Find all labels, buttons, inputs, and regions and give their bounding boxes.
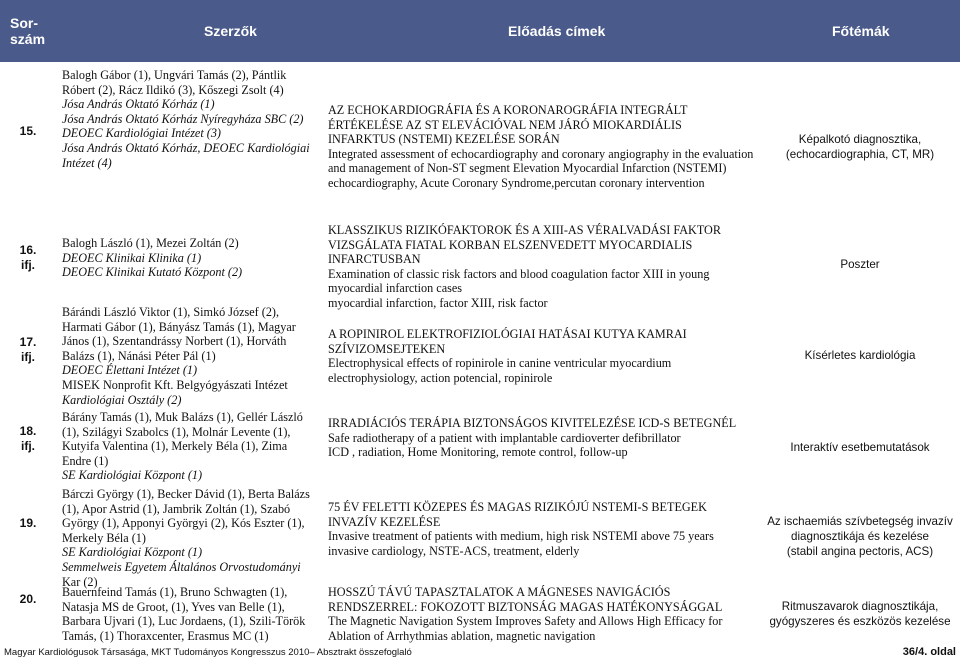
title-line: IRRADIÁCIÓS TERÁPIA BIZTONSÁGOS KIVITELEZÉSE ICD-S BETEGNÉL	[328, 416, 737, 430]
row-authors	[62, 585, 328, 643]
page-footer	[0, 646, 960, 659]
affiliation-line: Kar (2)	[62, 574, 98, 589]
author-line: János (1), Szentandrássy Norbert (1), Horváth	[62, 334, 287, 349]
title-line: echocardiography, Acute Coronary Syndrome,percutan coronary intervention	[328, 175, 705, 190]
row-number: 19.	[19, 516, 37, 530]
author-line: Balogh László (1), Mezei Zoltán (2)	[62, 236, 239, 250]
title-line: Ablation of Arrhythmias ablation, magnetic navigation	[328, 628, 596, 643]
row-authors	[62, 487, 320, 589]
title-line: 75 ÉV FELETTI KÖZEPES ÉS MAGAS RIZIKÓJÚ NSTEMI-S BETEGEK	[328, 500, 707, 514]
author-line: Bárány Tamás (1), Muk Balázs (1), Gellér László	[62, 410, 303, 424]
row-topic	[764, 132, 956, 162]
title-line: INFARCTUSBAN	[328, 252, 421, 267]
affiliation-line: Jósa András Oktató Kórház (1)	[62, 97, 215, 112]
author-line: (1), Apor Astrid (1), Jambrik Zoltán (1), Szabó	[62, 501, 291, 516]
title-line: electrophysiology, action potencial, ropinirole	[328, 370, 553, 385]
title-line: SZÍVIZOMSEJTEKEN	[328, 341, 446, 356]
affiliation-line: Semmelweis Egyetem Általános Orvostudományi	[62, 559, 301, 574]
row-number: 15.	[19, 124, 37, 138]
row-title	[328, 585, 758, 643]
affiliation-line: SE Kardiológiai Központ (1)	[62, 468, 203, 483]
topic-line: gyógyszeres és eszközös kezelése	[769, 615, 951, 628]
topic-line: diagnosztikája és kezelése	[791, 530, 929, 543]
topic-line: Poszter	[840, 258, 880, 271]
title-line: A ROPINIROL ELEKTROFIZIOLÓGIAI HATÁSAI KUTYA KAMRAI	[328, 327, 687, 341]
row-title	[328, 223, 758, 311]
row-title	[328, 416, 758, 460]
author-line: Bauernfeind Tamás (1), Bruno Schwagten (1),	[62, 585, 288, 599]
row-authors	[62, 305, 320, 407]
title-line: INVAZÍV KEZELÉSE	[328, 514, 441, 529]
author-line: (1), Szilágyi Szabolcs (1), Molnár Levente (1),	[62, 424, 291, 439]
title-line: ICD , radiation, Home Monitoring, remote control, follow-up	[328, 445, 628, 460]
topic-line: Interaktív esetbemutatások	[790, 441, 930, 454]
author-line: Róbert (2), Rácz Ildikó (3), Kőszegi Zsolt (4)	[62, 82, 284, 97]
row-topic	[764, 440, 956, 455]
row-title	[328, 103, 758, 191]
affiliation-line: DEOEC Klinikai Kutató Központ (2)	[62, 265, 243, 280]
title-line: ÉRTÉKELÉSE AZ ST ELEVÁCIÓVAL NEM JÁRÓ MIOKARDIÁLIS	[328, 117, 682, 132]
title-line: HOSSZÚ TÁVÚ TAPASZTALATOK A MÁGNESES NAVIGÁCIÓS	[328, 585, 671, 599]
title-line: INFARKTUS (NSTEMI) KEZELÉSE SORÁN	[328, 132, 560, 147]
author-line: Balázs (1), Nánási Péter Pál (1)	[62, 348, 216, 363]
title-line: Integrated assessment of echocardiography and coronary angiography in the evaluation	[328, 146, 754, 161]
row-topic	[764, 348, 956, 363]
author-line: Bárándi László Viktor (1), Simkó József (2),	[62, 305, 280, 319]
page-number: 36/4. oldal	[902, 646, 956, 658]
table-header	[0, 0, 960, 62]
author-line: Natasja MS de Groot, (1), Yves van Belle (1),	[62, 599, 285, 614]
title-line: invasive cardiology, NSTE-ACS, treatment, elderly	[328, 543, 580, 558]
title-line: Examination of classic risk factors and blood coagulation factor XIII in young	[328, 266, 710, 281]
title-line: Electrophysical effects of ropinirole in canine ventricular myocardium	[328, 356, 672, 371]
author-line: Kutyifa Valentina (1), Merkely Béla (1), Zima	[62, 439, 288, 454]
row-number: 18. ifj.	[19, 424, 37, 453]
title-line: RENDSZERREL: FOKOZOTT BIZTONSÁG MAGAS HATÉKONYSÁGGAL	[328, 599, 723, 614]
row-authors	[62, 236, 320, 280]
affiliation-line: Jósa András Oktató Kórház Nyíregyháza SBC (2)	[62, 111, 304, 126]
topic-line: (stabil angina pectoris, ACS)	[786, 545, 934, 558]
header-num: Sor- szám	[10, 15, 46, 47]
topic-line: Ritmuszavarok diagnosztikája,	[781, 600, 939, 613]
affiliation-line: Intézet (4)	[62, 155, 112, 170]
author-line: Harmati Gábor (1), Bányász Tamás (1), Magyar	[62, 319, 296, 334]
affiliation-line: Jósa András Oktató Kórház, DEOEC Kardiológiai	[62, 140, 310, 155]
title-line: AZ ECHOKARDIOGRÁFIA ÉS A KORONAROGRÁFIA INTEGRÁLT	[328, 103, 688, 117]
affiliation-line: MISEK Nonprofit Kft. Belgyógyászati Intézet	[62, 377, 288, 392]
affiliation-line: DEOEC Klinikai Klinika (1)	[62, 250, 202, 265]
topic-line: Az ischaemiás szívbetegség invazív	[767, 515, 953, 528]
footer-text: Magyar Kardiológusok Társasága, MKT Tudományos Kongresszus 2010– Absztrakt összefoglaló	[4, 647, 412, 658]
header-titles: Előadás címek	[508, 23, 606, 39]
title-line: myocardial infarction, factor XIII, risk factor	[328, 295, 548, 310]
topic-line: Kísérletes kardiológia	[804, 349, 916, 362]
row-number: 16. ifj.	[19, 243, 37, 272]
row-title	[328, 327, 758, 385]
title-line: VIZSGÁLATA FIATAL KORBAN ELSZENVEDETT MYOCARDIALIS	[328, 237, 693, 252]
author-line: György (1), Apponyi Györgyi (2), Kós Eszter (1),	[62, 516, 305, 531]
author-line: Tamás, (1) Thoraxcenter, Erasmus MC (1)	[62, 628, 269, 643]
author-line: Bárczi György (1), Becker Dávid (1), Berta Balázs	[62, 487, 310, 501]
affiliation-line: SE Kardiológiai Központ (1)	[62, 545, 203, 560]
title-line: Safe radiotherapy of a patient with implantable cardioverter defibrillator	[328, 430, 681, 445]
author-line: Balogh Gábor (1), Ungvári Tamás (2), Pántlik	[62, 68, 287, 82]
row-topic	[764, 514, 956, 559]
row-title	[328, 500, 758, 558]
row-topic	[764, 257, 956, 272]
row-topic	[764, 599, 956, 629]
header-topics: Főtémák	[832, 23, 890, 39]
header-authors: Szerzők	[204, 23, 257, 39]
row-authors	[62, 410, 320, 483]
title-line: Invasive treatment of patients with medium, high risk NSTEMI above 75 years	[328, 529, 714, 544]
row-number: 17. ifj.	[19, 335, 37, 364]
affiliation-line: Kardiológiai Osztály (2)	[62, 392, 182, 407]
affiliation-line: DEOEC Élettani Intézet (1)	[62, 363, 198, 378]
author-line: Barbara Ujvari (1), Luc Jordaens, (1), Szili-Török	[62, 614, 306, 629]
title-line: myocardial infarction cases	[328, 281, 463, 296]
title-line: KLASSZIKUS RIZIKÓFAKTOROK ÉS A XIII-AS VÉRALVADÁSI FAKTOR	[328, 223, 721, 237]
row-number: 20.	[19, 592, 37, 606]
topic-line: Képalkotó diagnosztika,	[798, 133, 922, 146]
author-line: Endre (1)	[62, 453, 109, 468]
row-authors	[62, 68, 320, 170]
topic-line: (echocardiographia, CT, MR)	[785, 148, 935, 161]
title-line: The Magnetic Navigation System Improves Safety and Allows High Efficacy for	[328, 614, 723, 629]
title-line: and management of Non-ST segment Elevation Myocardial Infarction (NSTEMI)	[328, 161, 727, 176]
author-line: Merkely Béla (1)	[62, 530, 146, 545]
affiliation-line: DEOEC Kardiológiai Intézet (3)	[62, 126, 221, 141]
